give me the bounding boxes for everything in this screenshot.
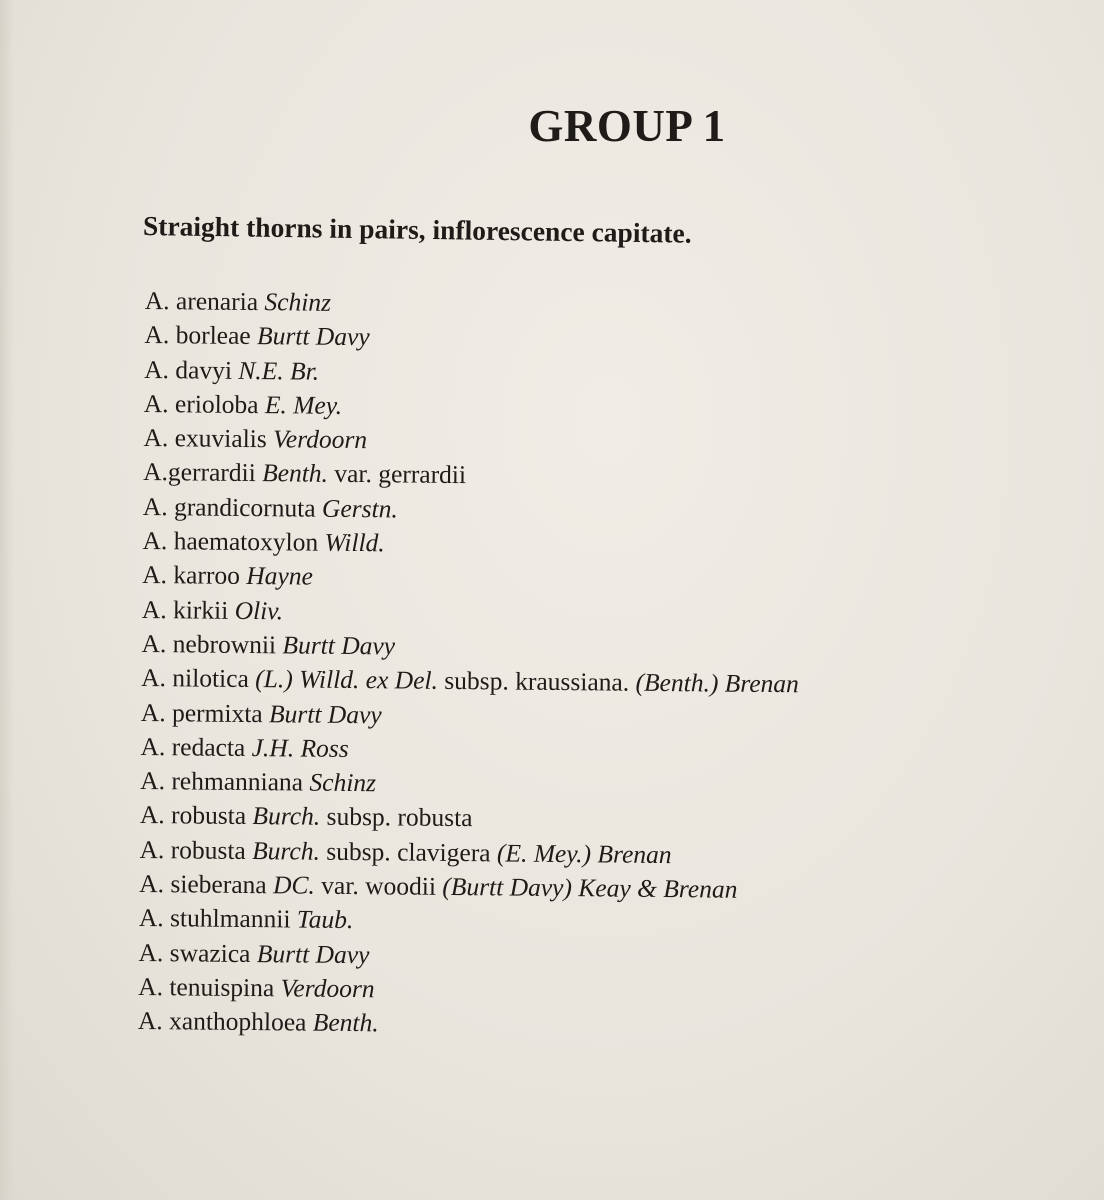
species-name: A. robusta [139, 800, 253, 831]
species-author: Oliv. [234, 595, 284, 626]
group-description: Straight thorns in pairs, inflorescence capitate. [142, 210, 692, 249]
species-name: A. exuvialis [143, 423, 274, 454]
species-name: A. davyi [144, 354, 239, 385]
species-name: A. karroo [142, 560, 247, 591]
infra-name: clavigera [397, 837, 498, 868]
infra-rank: subsp. [320, 802, 398, 832]
species-name: A. redacta [140, 731, 252, 762]
infra-rank: subsp. [319, 836, 398, 867]
species-author: E. Mey. [264, 390, 343, 420]
species-author: N.E. Br. [238, 355, 320, 386]
species-author: Burch. [252, 835, 321, 866]
species-name: A. permixta [140, 697, 270, 728]
species-author: Verdoorn [280, 973, 375, 1004]
species-name: A. borleae [144, 320, 258, 351]
species-name: A. swazica [138, 937, 257, 968]
species-author: Taub. [296, 904, 354, 935]
species-name: A. kirkii [141, 594, 235, 625]
species-author: Burch. [252, 801, 321, 832]
infra-name: kraussiana. [515, 666, 636, 697]
species-author: Schinz [309, 767, 377, 798]
species-list [138, 284, 803, 1045]
list-item [141, 661, 799, 702]
infra-name: robusta [397, 802, 473, 833]
infra-name: woodii [365, 871, 443, 901]
infra-name: gerrardii [378, 459, 467, 490]
infra-author: (E. Mey.) Brenan [496, 838, 672, 869]
list-item [142, 558, 800, 599]
species-name: A. nilotica [141, 663, 256, 694]
species-author: Benth. [262, 458, 329, 489]
species-author: Verdoorn [272, 424, 368, 455]
species-name: A. haematoxylon [142, 526, 325, 557]
species-name: A. erioloba [143, 388, 266, 420]
species-name: A.gerrardii [143, 457, 263, 488]
infra-rank: var. [314, 870, 366, 901]
species-author: Schinz [264, 287, 332, 317]
infra-author: (Benth.) Brenan [635, 667, 800, 699]
species-name: A. xanthophloea [137, 1006, 313, 1037]
species-name: A. robusta [139, 834, 253, 865]
species-author: (L.) Willd. ex Del. [255, 664, 439, 696]
species-name: A. rehmanniana [140, 766, 310, 797]
species-name: A. tenuispina [138, 971, 281, 1003]
species-author: Hayne [246, 561, 313, 591]
list-item [138, 1004, 796, 1045]
list-item [139, 901, 797, 942]
species-author: Willd. [324, 527, 385, 558]
species-name: A. sieberana [139, 869, 274, 900]
species-name: A. grandicornuta [142, 491, 323, 523]
infra-author: (Burtt Davy) Keay & Brenan [442, 871, 738, 904]
list-item [144, 318, 802, 359]
species-author: Benth. [312, 1007, 379, 1038]
species-author: Burtt Davy [256, 938, 370, 969]
species-author: Burtt Davy [268, 698, 382, 729]
species-author: Burtt Davy [256, 321, 370, 352]
species-author: J.H. Ross [251, 732, 349, 763]
page-title: GROUP 1 [528, 101, 726, 151]
species-author: DC. [272, 870, 316, 900]
species-name: A. nebrownii [141, 628, 283, 660]
infra-rank: var. [327, 459, 379, 489]
page-edge-shadow [0, 0, 14, 1200]
species-author: Burtt Davy [282, 630, 396, 661]
infra-rank: subsp. [437, 666, 516, 696]
species-name: A. arenaria [144, 285, 265, 317]
species-name: A. stuhlmannii [138, 903, 298, 934]
species-author: Gerstn. [321, 493, 398, 524]
